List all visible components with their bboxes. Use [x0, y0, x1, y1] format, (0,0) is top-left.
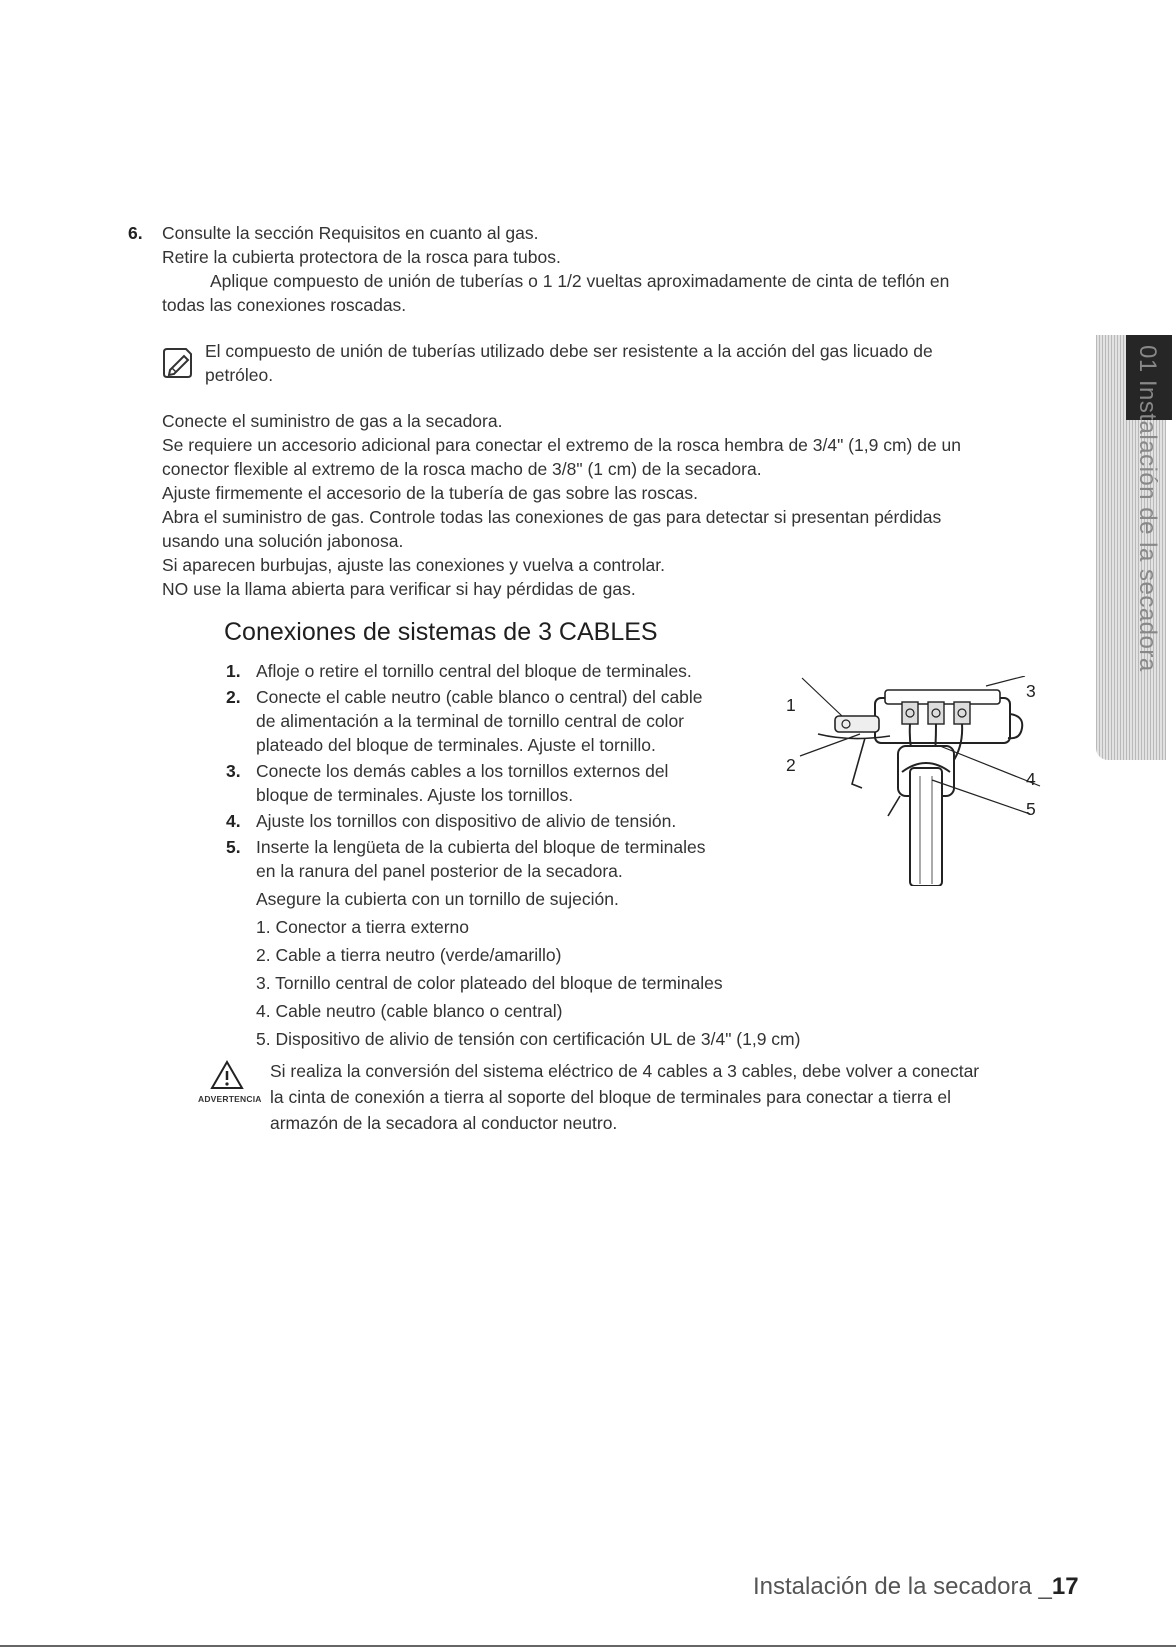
diagram-label-3: 3: [1026, 681, 1036, 701]
page-footer: [753, 1573, 1079, 1601]
legend-item-4: 4. Cable neutro (cable blanco o central): [256, 1001, 563, 1021]
gas-line-4: Ajuste firmemente el accesorio de la tubería de gas sobre las roscas.: [162, 483, 698, 503]
step-6-line-3: Aplique compuesto de unión de tuberías o 1 1/2 vueltas aproximadamente de cinta de teflón en: [210, 271, 950, 291]
gas-line-2: Se requiere un accesorio adicional para conectar el extremo de la rosca hembra de 3/4" (1,9 cm) de un: [162, 435, 962, 455]
step-4-line-1: Ajuste los tornillos con dispositivo de alivio de tensión.: [256, 811, 677, 831]
step-3-number: 3.: [226, 761, 241, 781]
chapter-side-tab: [1096, 335, 1176, 760]
warning-icon: [210, 1060, 244, 1090]
step-6-line-1: Consulte la sección Requisitos en cuanto al gas.: [162, 223, 539, 243]
diagram-label-4: 4: [1026, 769, 1036, 789]
gas-line-7: Si aparecen burbujas, ajuste las conexiones y vuelva a controlar.: [162, 555, 665, 575]
note-line-1: El compuesto de unión de tuberías utilizado debe ser resistente a la acción del gas licuado de: [205, 341, 933, 361]
legend-item-2: 2. Cable a tierra neutro (verde/amarillo): [256, 945, 562, 965]
legend-item-5: 5. Dispositivo de alivio de tensión con certificación UL de 3/4" (1,9 cm): [256, 1029, 801, 1049]
step-6-line-4: todas las conexiones roscadas.: [162, 295, 407, 315]
step-3-line-2: bloque de terminales. Ajuste los tornillos.: [256, 785, 574, 805]
gas-line-8: NO use la llama abierta para verificar si hay pérdidas de gas.: [162, 579, 636, 599]
bottom-rule: [0, 1645, 1176, 1647]
page-number: 17: [1051, 1573, 1079, 1600]
step-5-line-1: Inserte la lengüeta de la cubierta del bloque de terminales: [256, 837, 706, 857]
gas-line-6: usando una solución jabonosa.: [162, 531, 404, 551]
step-5-number: 5.: [226, 837, 241, 857]
step-5-line-3: Asegure la cubierta con un tornillo de sujeción.: [256, 889, 619, 909]
step-2-number: 2.: [226, 687, 241, 707]
note-icon: [160, 346, 194, 380]
step-5-line-2: en la ranura del panel posterior de la secadora.: [256, 861, 623, 881]
diagram-label-1: 1: [786, 695, 796, 715]
legend-item-3: 3. Tornillo central de color plateado del bloque de terminales: [256, 973, 723, 993]
step-4-number: 4.: [226, 811, 241, 831]
gas-line-3: conector flexible al extremo de la rosca macho de 3/8" (1 cm) de la secadora.: [162, 459, 762, 479]
gas-line-5: Abra el suministro de gas. Controle todas las conexiones de gas para detectar si presentan pérdidas: [162, 507, 942, 527]
step-2-line-2: de alimentación a la terminal de tornillo central de color: [256, 711, 685, 731]
diagram-label-5: 5: [1026, 799, 1036, 819]
side-tab-label: 01 Instalación de la secadora: [1134, 345, 1161, 672]
gas-line-1: Conecte el suministro de gas a la secadora.: [162, 411, 503, 431]
warning-line-3: armazón de la secadora al conductor neutro.: [270, 1113, 618, 1133]
step-6-line-2: Retire la cubierta protectora de la rosca para tubos.: [162, 247, 561, 267]
section-title: Conexiones de sistemas de 3 CABLES: [224, 618, 658, 646]
warning-label: ADVERTENCIA: [198, 1094, 262, 1104]
step-3-line-1: Conecte los demás cables a los tornillos externos del: [256, 761, 669, 781]
note-line-2: petróleo.: [205, 365, 274, 385]
warning-line-1: Si realiza la conversión del sistema eléctrico de 4 cables a 3 cables, debe volver a conectar: [270, 1061, 980, 1081]
footer-section-title: Instalación de la secadora _: [753, 1573, 1052, 1600]
diagram-label-2: 2: [786, 755, 796, 775]
step-1-line-1: Afloje o retire el tornillo central del bloque de terminales.: [256, 661, 692, 681]
step-1-number: 1.: [226, 661, 241, 681]
step-2-line-3: plateado del bloque de terminales. Ajuste el tornillo.: [256, 735, 656, 755]
step-6-number: 6.: [128, 223, 143, 243]
warning-line-2: la cinta de conexión a tierra al soporte del bloque de terminales para conectar a tierra el: [270, 1087, 951, 1107]
step-2-line-1: Conecte el cable neutro (cable blanco o central) del cable: [256, 687, 703, 707]
legend-item-1: 1. Conector a tierra externo: [256, 917, 470, 937]
